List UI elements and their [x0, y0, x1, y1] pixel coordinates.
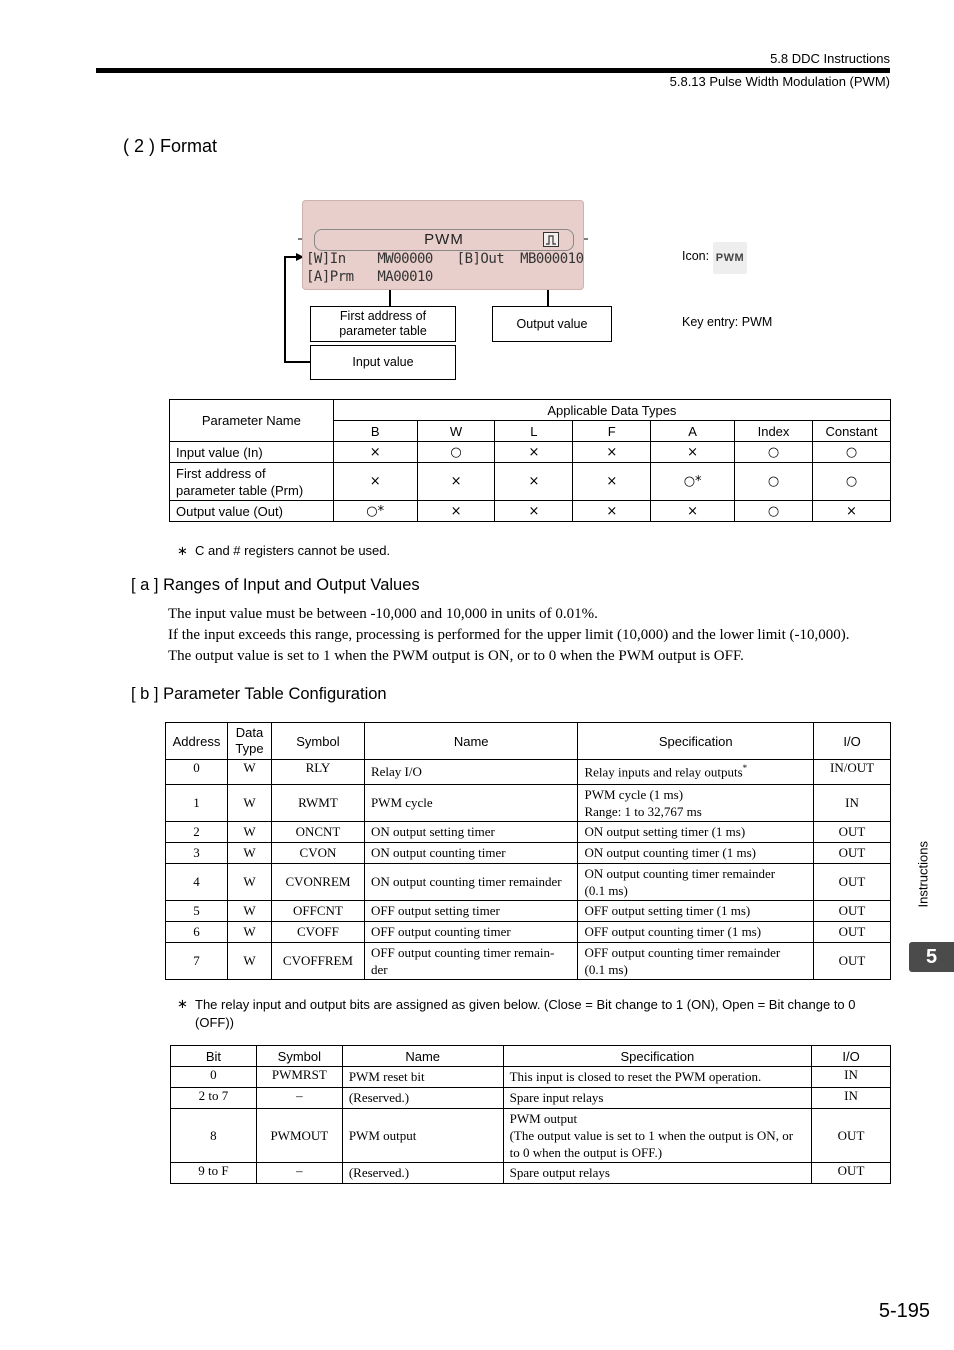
- table-row: [166, 843, 891, 864]
- cell: CVOFFREM: [271, 943, 364, 980]
- cell: Spare output relays: [503, 1163, 811, 1184]
- col-header: F: [573, 421, 651, 442]
- cell: ○*: [333, 501, 417, 522]
- spec-text: Relay inputs and relay outputs: [584, 764, 743, 780]
- cell: ON output counting timer remainder: [364, 864, 578, 901]
- cell: ON output setting timer (1 ms): [578, 822, 814, 843]
- cell: PWM output: [342, 1109, 503, 1163]
- cell: W: [227, 901, 271, 922]
- col-header: I/O: [812, 1046, 891, 1067]
- ranges-line: The input value must be between -10,000 and 10,000 in units of 0.01%.: [168, 606, 598, 622]
- ranges-paragraph: [168, 604, 888, 667]
- table-row: [166, 943, 891, 980]
- page-number: 5-195: [878, 1300, 930, 1322]
- note-mark: ∗: [177, 996, 188, 1011]
- cell: [503, 1109, 811, 1163]
- col-header: Constant: [812, 421, 890, 442]
- table-row: [166, 922, 891, 943]
- ranges-line: If the input exceeds this range, processing is performed for the upper limit (10,000) and the lower limit (-10,000).: [168, 627, 850, 643]
- spec-text: ON output counting timer remainder: [584, 866, 776, 881]
- key-entry: Key entry: PWM: [682, 315, 773, 329]
- cell: OUT: [812, 1163, 891, 1184]
- col-header: A: [651, 421, 735, 442]
- block-title: PWM: [424, 231, 464, 248]
- cell: Spare input relays: [503, 1088, 811, 1109]
- pwm-function-block: [302, 200, 584, 290]
- row-name: Input value (In): [170, 442, 334, 463]
- cell: W: [227, 785, 271, 822]
- col-header: Bit: [171, 1046, 257, 1067]
- cell: ○: [735, 463, 813, 501]
- cell: RWMT: [271, 785, 364, 822]
- name-text: OFF output counting timer remain-: [370, 945, 555, 960]
- block-title-bar: [314, 229, 574, 251]
- table-row: [171, 1109, 891, 1163]
- cell: [364, 943, 578, 980]
- cell: (Reserved.): [342, 1088, 503, 1109]
- cell: PWM reset bit: [342, 1067, 503, 1088]
- header-rule: [96, 68, 890, 73]
- cell: 1: [166, 785, 228, 822]
- cell: OUT: [814, 922, 891, 943]
- col-header: L: [495, 421, 573, 442]
- cell: This input is closed to reset the PWM operation.: [503, 1067, 811, 1088]
- cell: PWMOUT: [256, 1109, 342, 1163]
- cell: ○: [812, 463, 890, 501]
- cell: [578, 864, 814, 901]
- cell: ○: [735, 442, 813, 463]
- cell: ○: [735, 501, 813, 522]
- col-header: Specification: [578, 723, 814, 760]
- ranges-title: [ a ] Ranges of Input and Output Values: [131, 576, 420, 594]
- cell: RLY: [271, 760, 364, 785]
- cell: ×: [417, 463, 495, 501]
- param-config-title: [ b ] Parameter Table Configuration: [131, 685, 387, 703]
- cell: ×: [573, 442, 651, 463]
- cell: ○: [812, 442, 890, 463]
- name-text: der: [370, 962, 388, 977]
- cell: 5: [166, 901, 228, 922]
- format-title: ( 2 ) Format: [123, 136, 218, 156]
- cell: 4: [166, 864, 228, 901]
- table-row: [170, 501, 891, 522]
- cell: IN: [812, 1067, 891, 1088]
- cell: ON output counting timer: [364, 843, 578, 864]
- col-header: Name: [342, 1046, 503, 1067]
- cell: IN: [812, 1088, 891, 1109]
- table-row: [166, 864, 891, 901]
- cell: ○: [417, 442, 495, 463]
- table-row: [166, 901, 891, 922]
- cell: PWMRST: [256, 1067, 342, 1088]
- applicable-types-header: Applicable Data Types: [333, 400, 890, 421]
- cell: OFFCNT: [271, 901, 364, 922]
- cell: OFF output setting timer (1 ms): [578, 901, 814, 922]
- cell: –: [256, 1163, 342, 1184]
- table-row: [170, 442, 891, 463]
- cell: [578, 760, 814, 785]
- col-header: Address: [166, 723, 228, 760]
- parameter-table: [165, 722, 891, 980]
- table-row: [171, 1163, 891, 1184]
- row-name: First address of parameter table (Prm): [170, 463, 334, 501]
- cell: OUT: [814, 943, 891, 980]
- col-header: I/O: [814, 723, 891, 760]
- icon-label: Icon:: [682, 249, 710, 263]
- cell: OUT: [814, 864, 891, 901]
- cell: OFF output counting timer: [364, 922, 578, 943]
- col-header: Symbol: [256, 1046, 342, 1067]
- cell: ×: [333, 442, 417, 463]
- param-table-callout: First address of parameter table: [310, 306, 456, 342]
- data-types-table: [169, 399, 891, 522]
- table-row: [171, 1088, 891, 1109]
- cell: 2 to 7: [171, 1088, 257, 1109]
- cell: 8: [171, 1109, 257, 1163]
- cell: OUT: [814, 901, 891, 922]
- note-mark: ∗: [177, 543, 188, 558]
- cell: ×: [651, 442, 735, 463]
- cell: CVONREM: [271, 864, 364, 901]
- col-header: Specification: [503, 1046, 811, 1067]
- cell: W: [227, 922, 271, 943]
- table-row: [166, 760, 891, 785]
- cell: W: [227, 843, 271, 864]
- cell: ×: [417, 501, 495, 522]
- cell: W: [227, 943, 271, 980]
- row-name: Output value (Out): [170, 501, 334, 522]
- spec-text: to 0 when the output is OFF.): [509, 1145, 663, 1160]
- spec-text: (0.1 ms): [584, 883, 628, 898]
- cell: 2: [166, 822, 228, 843]
- spec-text: PWM output: [509, 1111, 578, 1126]
- cell: ×: [651, 501, 735, 522]
- cell: ONCNT: [271, 822, 364, 843]
- table-row: [166, 785, 891, 822]
- cell: ×: [495, 463, 573, 501]
- cell: PWM cycle: [364, 785, 578, 822]
- cell: ×: [812, 501, 890, 522]
- cell: IN/OUT: [814, 760, 891, 785]
- cell: OUT: [814, 843, 891, 864]
- table-row: [170, 463, 891, 501]
- cell: IN: [814, 785, 891, 822]
- cell: [578, 943, 814, 980]
- ranges-line: The output value is set to 1 when the PWM output is ON, or to 0 when the PWM output is OFF.: [168, 648, 744, 664]
- cell: W: [227, 760, 271, 785]
- cell: 0: [166, 760, 228, 785]
- spec-text: Range: 1 to 32,767 ms: [584, 804, 702, 819]
- cell: W: [227, 864, 271, 901]
- cell: 6: [166, 922, 228, 943]
- block-line-2: [A]Prm MA00010: [306, 269, 433, 285]
- cell: OFF output setting timer: [364, 901, 578, 922]
- table-row: [166, 822, 891, 843]
- cell: (Reserved.): [342, 1163, 503, 1184]
- spec-text: (0.1 ms): [584, 962, 628, 977]
- register-note: C and # registers cannot be used.: [195, 543, 391, 558]
- cell: 9 to F: [171, 1163, 257, 1184]
- header-subsection: 5.8.13 Pulse Width Modulation (PWM): [669, 74, 890, 89]
- cell: CVON: [271, 843, 364, 864]
- bit-assignment-table: [170, 1045, 891, 1184]
- relay-note: The relay input and output bits are assigned as given below. (Close = Bit change to 1 (ON), Open = Bit change to 0 (OFF)): [195, 997, 856, 1030]
- param-name-header: Parameter Name: [170, 400, 334, 442]
- block-line-1: [W]In MW00000 [B]Out MB000010: [306, 251, 584, 267]
- spec-text: (The output value is set to 1 when the output is ON, or: [509, 1128, 794, 1143]
- col-header: W: [417, 421, 495, 442]
- cell: ×: [495, 501, 573, 522]
- cell: ×: [495, 442, 573, 463]
- cell: ○*: [651, 463, 735, 501]
- cell: ×: [573, 463, 651, 501]
- cell: 7: [166, 943, 228, 980]
- input-value-callout: Input value: [310, 345, 456, 380]
- cell: W: [227, 822, 271, 843]
- header-section: 5.8 DDC Instructions: [770, 51, 890, 66]
- pwm-icon: PWM: [713, 242, 747, 274]
- cell: OUT: [812, 1109, 891, 1163]
- cell: CVOFF: [271, 922, 364, 943]
- chapter-tab: 5: [909, 942, 954, 972]
- spec-text: OFF output counting timer remainder: [584, 945, 781, 960]
- cell: Relay I/O: [364, 760, 578, 785]
- output-value-callout: Output value: [492, 306, 612, 342]
- cell: OFF output counting timer (1 ms): [578, 922, 814, 943]
- cell: ON output setting timer: [364, 822, 578, 843]
- cell: OUT: [814, 822, 891, 843]
- cell: 0: [171, 1067, 257, 1088]
- col-header: Name: [364, 723, 578, 760]
- cell: ×: [333, 463, 417, 501]
- cell: ×: [573, 501, 651, 522]
- chapter-side-label: Instructions: [915, 841, 931, 908]
- table-row: [171, 1067, 891, 1088]
- waveform-icon: [543, 232, 559, 247]
- cell: [578, 785, 814, 822]
- cell: ON output counting timer (1 ms): [578, 843, 814, 864]
- footnote-mark: *: [742, 763, 748, 774]
- spec-text: PWM cycle (1 ms): [584, 787, 684, 802]
- col-header: Symbol: [271, 723, 364, 760]
- col-header: B: [333, 421, 417, 442]
- col-header: Data Type: [227, 723, 271, 760]
- cell: –: [256, 1088, 342, 1109]
- col-header: Index: [735, 421, 813, 442]
- cell: 3: [166, 843, 228, 864]
